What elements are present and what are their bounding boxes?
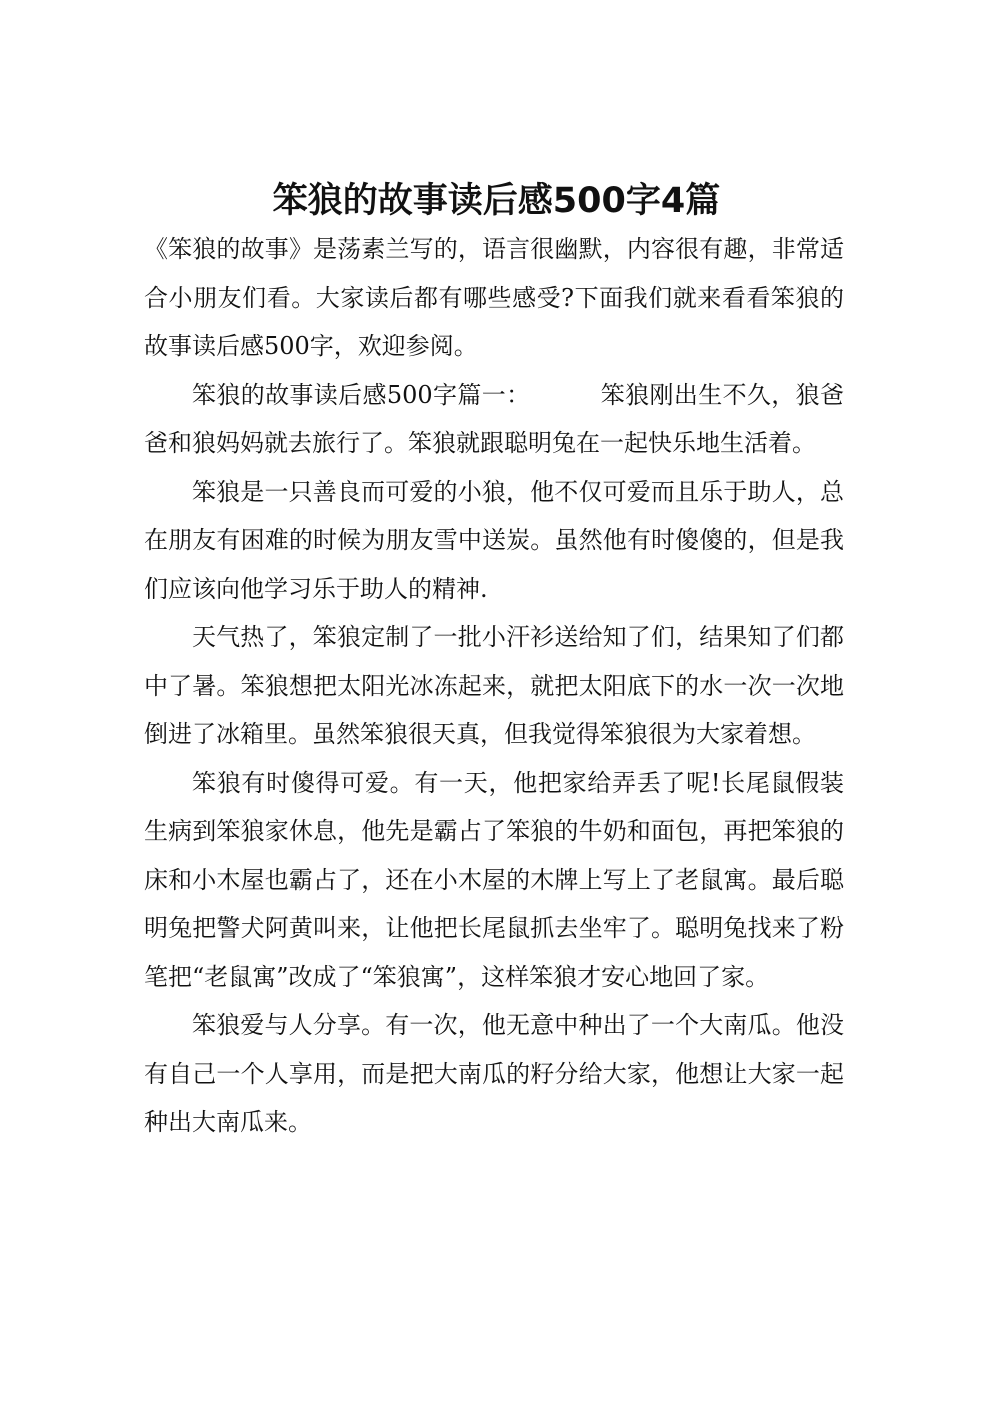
article-body	[144, 225, 844, 1147]
body-paragraph: 笨狼是一只善良而可爱的小狼，他不仅可爱而且乐于助人，总在朋友有困难的时候为朋友雪中送炭。虽然他有时傻傻的，但是我们应该向他学习乐于助人的精神.	[144, 477, 844, 603]
section-one-paragraph	[144, 371, 844, 468]
body-paragraph: 笨狼爱与人分享。有一次，他无意中种出了一个大南瓜。他没有自己一个人享用，而是把大南瓜的籽分给大家，他想让大家一起种出大南瓜来。	[144, 1011, 844, 1136]
page-title: 笨狼的故事读后感500字4篇	[272, 181, 721, 222]
body-paragraph: 笨狼有时傻得可爱。有一天，他把家给弄丢了呢!长尾鼠假装生病到笨狼家休息，他先是霸占了笨狼的牛奶和面包，再把笨狼的床和小木屋也霸占了，还在小木屋的木牌上写上了老鼠寓。最后聪明兔把警犬阿黄叫来，让他把长尾鼠抓去坐牢了。聪明兔找来了粉笔把“老鼠寓”改成了“笨狼寓”，这样笨狼才安心地回了家。	[144, 768, 844, 991]
section-first-text: 笨狼刚出生不久，狼爸爸和狼妈妈就去旅行了。笨狼就跟聪明兔在一起快乐地生活着。	[144, 380, 844, 457]
body-paragraph: 天气热了，笨狼定制了一批小汗衫送给知了们，结果知了们都中了暑。笨狼想把太阳光冰冻起来，就把太阳底下的水一次一次地倒进了冰箱里。虽然笨狼很天真，但我觉得笨狼很为大家着想。	[144, 623, 844, 748]
intro-paragraph: 《笨狼的故事》是荡素兰写的，语言很幽默，内容很有趣，非常适合小朋友们看。大家读后都有哪些感受?下面我们就来看看笨狼的故事读后感500字，欢迎参阅。	[144, 235, 844, 360]
section-heading: 笨狼的故事读后感500字篇一：	[192, 380, 531, 409]
